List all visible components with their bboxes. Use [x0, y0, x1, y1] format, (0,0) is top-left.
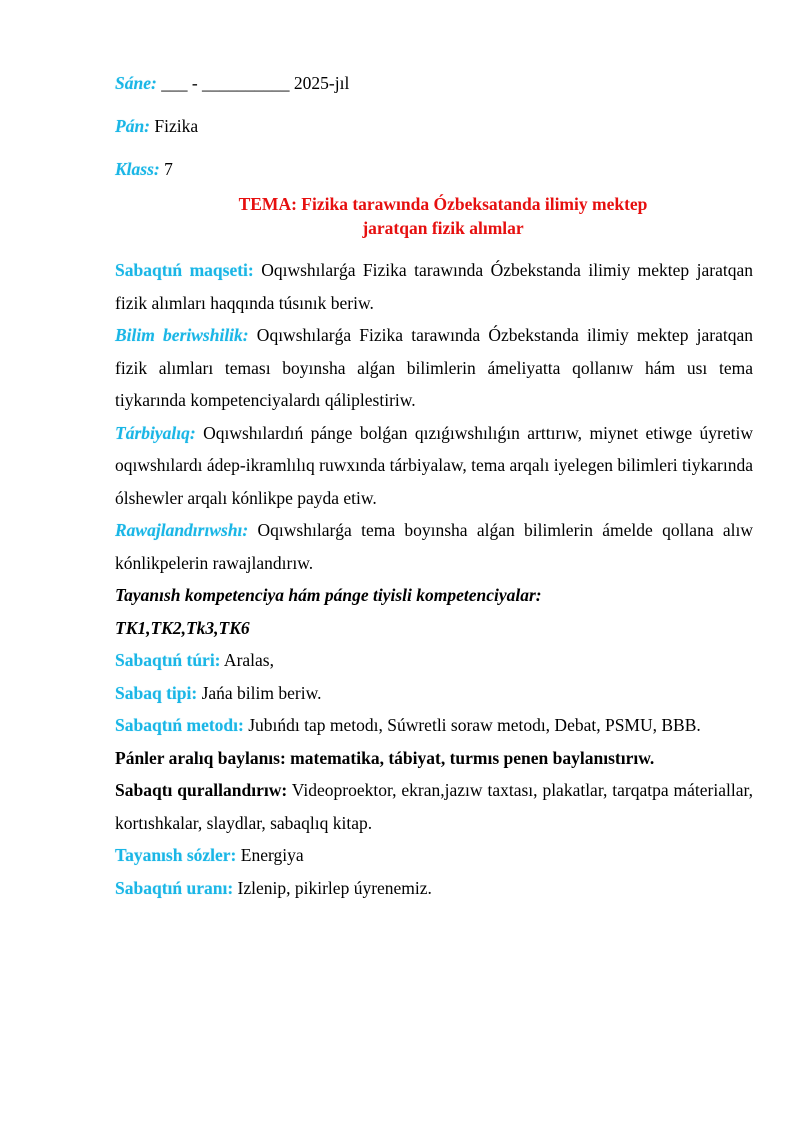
lesson-kind-value: Aralas, — [220, 650, 274, 670]
date-value: ___ - __________ 2025-jıl — [156, 73, 350, 93]
upbringing-text: Oqıwshılardıń pánge bolǵan qızıǵıwshılıǵın arttırıw, miynet etiwge úyretiw oqıwshılardı ádep-ikramlılıq ruwxında tárbiyalaw, tema arqalı iyelegen bilimleri tiykarında ólshewler arqalı kónlikpe payda etiw. — [115, 422, 753, 508]
topic-title-line-2: jaratqan fizik alımlar — [362, 218, 524, 238]
goal-paragraph — [115, 254, 753, 319]
competencies-heading: Tayanısh kompetenciya hám pánge tiyisli kompetenciyalar: — [115, 585, 542, 605]
topic-title-line-1: TEMA: Fizika tarawında Ózbeksatanda ilimiy mektep — [238, 194, 648, 214]
competencies-list: TK1,TK2,Tk3,TK6 — [115, 617, 250, 638]
subject-line — [115, 115, 753, 137]
class-label: Klass: — [115, 159, 160, 179]
education-label: Bilim beriwshilik: — [115, 325, 249, 345]
lesson-type-value: Jańa bilim beriw. — [197, 682, 322, 703]
topic-title — [115, 192, 753, 240]
methods-label: Sabaqtıń metodı: — [115, 715, 244, 735]
lesson-type-line — [115, 677, 753, 710]
class-value: 7 — [159, 159, 173, 179]
motto-label: Sabaqtıń uranı: — [115, 877, 234, 898]
methods-value: Jubıńdı tap metodı, Súwretli soraw metodı, Debat, PSMU, BBB. — [243, 715, 701, 735]
class-line — [115, 158, 753, 180]
goal-label: Sabaqtıń maqseti: — [115, 260, 254, 280]
methods-line — [115, 709, 753, 742]
goal-text: Oqıwshılarǵa Fizika tarawında Ózbekstanda ilimiy mektep jaratqan fizik alımları haqqında túsınık beriw. — [115, 260, 753, 313]
education-paragraph — [115, 319, 753, 417]
date-label: Sáne: — [115, 73, 157, 93]
keywords-line — [115, 839, 753, 872]
upbringing-label: Tárbiyalıq: — [115, 422, 196, 443]
upbringing-paragraph — [115, 417, 753, 515]
equipment-text: Videoproektor, ekran,jazıw taxtası, plakatlar, tarqatpa máteriallar, kortıshkalar, slaydlar, sabaqlıq kitap. — [115, 780, 753, 833]
date-line — [115, 72, 753, 94]
equipment-paragraph — [115, 774, 753, 839]
subject-value: Fizika — [150, 116, 199, 136]
keywords-label: Tayanısh sózler: — [115, 845, 237, 865]
interdisciplinary-line: Pánler aralıq baylanıs: matematika, tábiyat, turmıs penen baylanıstırıw. — [115, 747, 655, 768]
motto-value: Izlenip, pikirlep úyrenemiz. — [233, 877, 432, 898]
lesson-kind-line — [115, 644, 753, 677]
development-text: Oqıwshılarǵa tema boyınsha alǵan bilimlerin ámelde qollana alıw kónlikpelerin rawajlandırıw. — [115, 520, 753, 573]
lesson-kind-label: Sabaqtıń túri: — [115, 650, 221, 670]
development-paragraph — [115, 514, 753, 579]
development-label: Rawajlandırıwshı: — [115, 520, 249, 540]
motto-line — [115, 872, 753, 905]
lesson-plan-page — [115, 72, 753, 904]
subject-label: Pán: — [115, 116, 150, 136]
lesson-type-label: Sabaq tipi: — [115, 682, 198, 703]
keywords-value: Energiya — [236, 845, 304, 865]
equipment-label: Sabaqtı qurallandırıw: — [115, 780, 288, 800]
education-text: Oqıwshılarǵa Fizika tarawında Ózbekstanda ilimiy mektep jaratqan fizik alımları teması boyınsha alǵan bilimlerin ámeliyatta qollanıw hám usı tema tiykarında kompetenciyalardı qáliplestiriw. — [115, 325, 753, 410]
